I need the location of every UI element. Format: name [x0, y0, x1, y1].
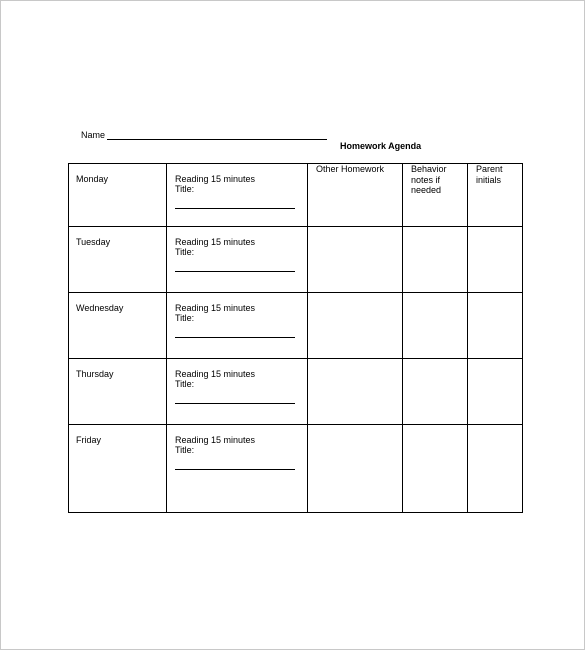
title-blank-line	[175, 257, 295, 272]
day-cell	[69, 164, 167, 227]
reading-label: Reading 15 minutes	[175, 237, 256, 247]
other-homework-cell	[308, 425, 403, 513]
day-cell	[69, 227, 167, 293]
parent-initials-header	[468, 164, 523, 227]
parent-initials-cell	[468, 293, 523, 359]
reading-cell	[167, 227, 308, 293]
reading-title-label: Title:	[175, 313, 195, 323]
reading-title-label: Title:	[175, 379, 195, 389]
page-title: Homework Agenda	[340, 141, 422, 151]
behavior-notes-cell	[403, 359, 468, 425]
reading-title-label: Title:	[175, 445, 195, 455]
table-row	[69, 425, 523, 513]
parent-initials-cell	[468, 359, 523, 425]
parent-initials-label: Parent initials	[476, 164, 503, 185]
other-homework-header	[308, 164, 403, 227]
parent-initials-cell	[468, 425, 523, 513]
day-label: Thursday	[76, 369, 114, 379]
day-cell	[69, 293, 167, 359]
reading-label: Reading 15 minutes	[175, 435, 256, 445]
homework-agenda-table	[68, 163, 523, 513]
behavior-notes-cell	[403, 227, 468, 293]
title-blank-line	[175, 323, 295, 338]
other-homework-cell	[308, 293, 403, 359]
reading-cell	[167, 293, 308, 359]
reading-label: Reading 15 minutes	[175, 174, 256, 184]
name-label: Name	[81, 130, 106, 140]
parent-initials-cell	[468, 227, 523, 293]
day-label: Friday	[76, 435, 102, 445]
reading-label: Reading 15 minutes	[175, 303, 256, 313]
name-blank-line	[107, 131, 327, 140]
behavior-notes-label: Behavior notes if needed	[411, 164, 447, 195]
other-homework-label: Other Homework	[316, 164, 385, 174]
title-blank-line	[175, 455, 295, 470]
day-label: Wednesday	[76, 303, 124, 313]
title-blank-line	[175, 194, 295, 209]
reading-cell	[167, 359, 308, 425]
table-row	[69, 164, 523, 227]
title-blank-line	[175, 389, 295, 404]
behavior-notes-cell	[403, 293, 468, 359]
day-cell	[69, 425, 167, 513]
table-row	[69, 293, 523, 359]
day-label: Tuesday	[76, 237, 111, 247]
day-label: Monday	[76, 174, 109, 184]
reading-cell	[167, 425, 308, 513]
other-homework-cell	[308, 227, 403, 293]
behavior-notes-cell	[403, 425, 468, 513]
behavior-notes-header	[403, 164, 468, 227]
reading-title-label: Title:	[175, 184, 195, 194]
reading-title-label: Title:	[175, 247, 195, 257]
table-row	[69, 359, 523, 425]
day-cell	[69, 359, 167, 425]
name-field	[81, 130, 327, 140]
table-row	[69, 227, 523, 293]
reading-cell	[167, 164, 308, 227]
reading-label: Reading 15 minutes	[175, 369, 256, 379]
other-homework-cell	[308, 359, 403, 425]
